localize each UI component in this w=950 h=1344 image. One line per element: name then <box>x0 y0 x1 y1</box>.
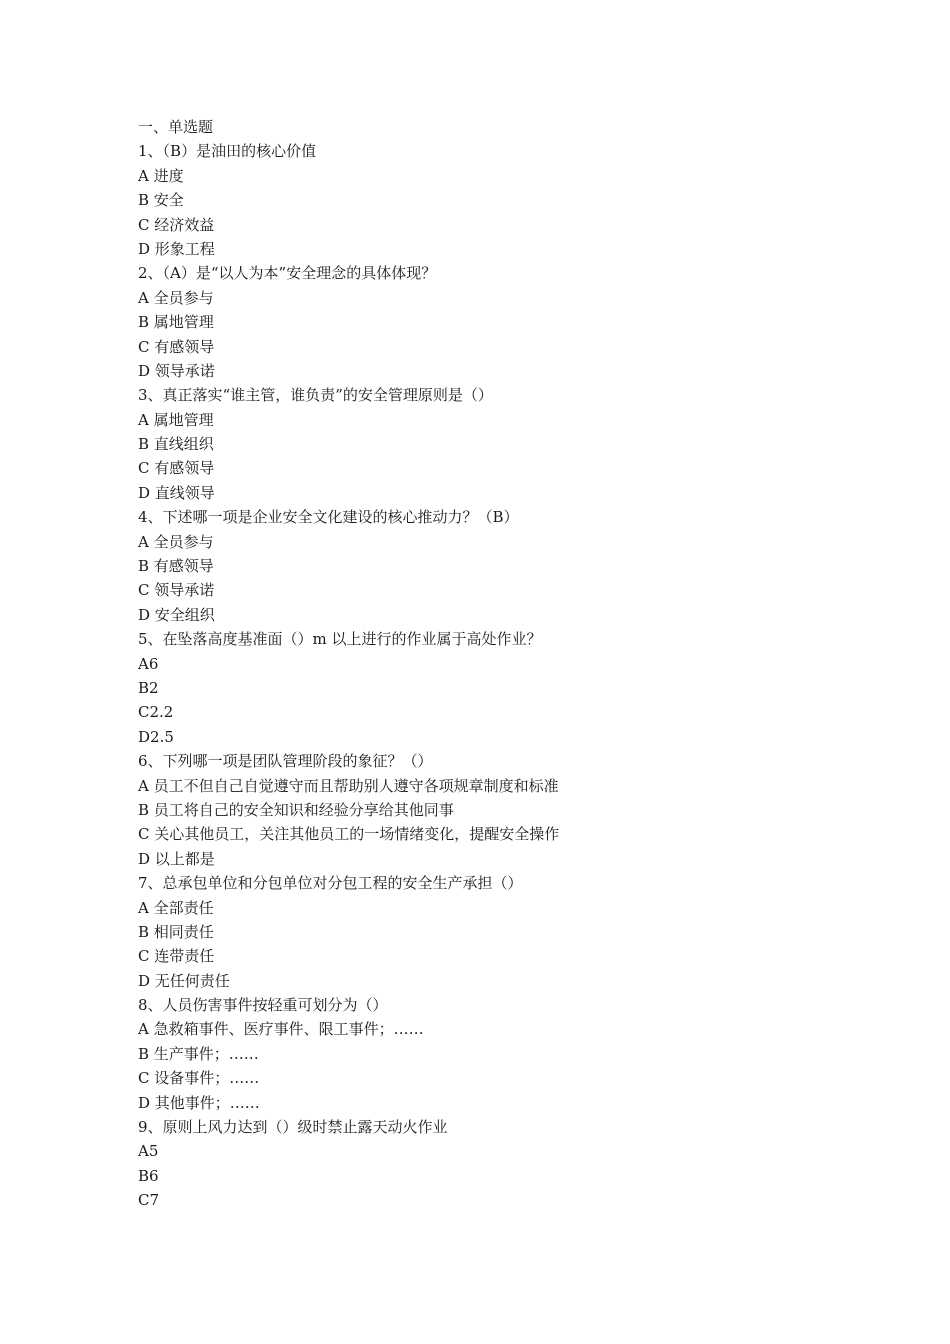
q8-option-c: C 设备事件；…… <box>138 1069 260 1088</box>
q4-option-d: D 安全组织 <box>138 605 215 624</box>
question-8: 8、人员伤害事件按轻重可划分为（） <box>138 996 388 1015</box>
q2-option-c: C 有感领导 <box>138 337 215 356</box>
q2-option-a: A 全员参与 <box>138 288 214 307</box>
q1-option-c: C 经济效益 <box>138 215 215 234</box>
section-heading: 一、单选题 <box>138 118 214 136</box>
q6-option-d: D 以上都是 <box>138 849 215 868</box>
q3-option-b: B 直线组织 <box>138 435 214 454</box>
q3-option-a: A 属地管理 <box>138 410 214 429</box>
q1-option-a: A 进度 <box>138 166 184 185</box>
q5-option-b: B2 <box>138 678 159 697</box>
document-body <box>138 115 838 1213</box>
q6-option-c: C 关心其他员工，关注其他员工的一场情绪变化，提醒安全操作 <box>138 825 560 844</box>
q8-option-a: A 急救箱事件、医疗事件、限工事件；…… <box>138 1020 424 1039</box>
question-3: 3、真正落实“谁主管，谁负责”的安全管理原则是（） <box>138 386 493 405</box>
q8-option-d: D 其他事件；…… <box>138 1093 260 1112</box>
q9-option-a: A5 <box>138 1142 159 1161</box>
q4-option-c: C 领导承诺 <box>138 581 215 600</box>
q8-option-b: B 生产事件；…… <box>138 1044 259 1063</box>
q5-option-c: C2.2 <box>138 703 174 722</box>
q7-option-b: B 相同责任 <box>138 922 214 941</box>
question-1: 1、（B）是油田的核心价值 <box>138 142 317 161</box>
q2-option-d: D 领导承诺 <box>138 361 215 380</box>
q7-option-a: A 全部责任 <box>138 898 214 917</box>
question-9: 9、原则上风力达到（）级时禁止露天动火作业 <box>138 1118 448 1137</box>
q4-option-b: B 有感领导 <box>138 557 214 576</box>
q6-option-a: A 员工不但自己自觉遵守而且帮助别人遵守各项规章制度和标准 <box>138 776 559 795</box>
q6-option-b: B 员工将自己的安全知识和经验分享给其他同事 <box>138 800 454 819</box>
question-4: 4、下述哪一项是企业安全文化建设的核心推动力？（B） <box>138 508 519 527</box>
question-2: 2、（A）是“以人为本”安全理念的具体体现？ <box>138 264 437 283</box>
q3-option-d: D 直线领导 <box>138 483 215 502</box>
q7-option-c: C 连带责任 <box>138 947 215 966</box>
q2-option-b: B 属地管理 <box>138 313 214 332</box>
q9-option-b: B6 <box>138 1166 159 1185</box>
q1-option-d: D 形象工程 <box>138 239 215 258</box>
q9-option-c: C7 <box>138 1191 160 1210</box>
question-7: 7、总承包单位和分包单位对分包工程的安全生产承担（） <box>138 874 523 893</box>
question-6: 6、下列哪一项是团队管理阶段的象征？（） <box>138 752 433 771</box>
question-5: 5、在坠落高度基准面（）m 以上进行的作业属于高处作业？ <box>138 630 542 649</box>
q5-option-d: D2.5 <box>138 727 174 746</box>
q3-option-c: C 有感领导 <box>138 459 215 478</box>
q1-option-b: B 安全 <box>138 191 184 210</box>
q5-option-a: A6 <box>138 654 159 673</box>
q7-option-d: D 无任何责任 <box>138 971 230 990</box>
q4-option-a: A 全员参与 <box>138 532 214 551</box>
